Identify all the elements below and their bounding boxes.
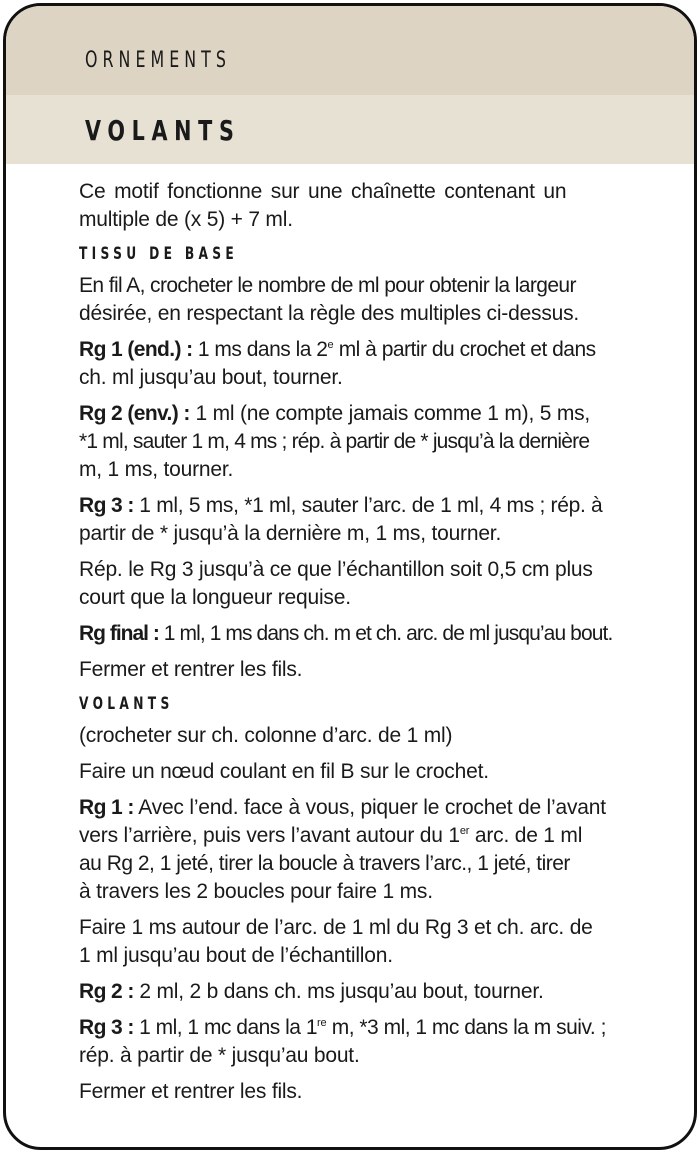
text-line: (crocheter sur ch. colonne d’arc. de 1 ml) <box>79 724 453 747</box>
text-line: au Rg 2, 1 jeté, tirer la boucle à travers l’arc., 1 jeté, tirer <box>79 852 570 875</box>
text-line: court que la longueur requise. <box>79 586 351 609</box>
text-fragment: ml à partir du crochet et dans <box>333 338 596 361</box>
text-line: Fermer et rentrer les fils. <box>79 1080 303 1103</box>
text-fragment: 1 ml, 1 ms dans ch. m et ch. arc. de ml jusqu’au bout. <box>158 622 613 645</box>
text-line: désirée, en respectant la règle des multiples ci-dessus. <box>79 302 580 325</box>
text-line: *1 ml, sauter 1 m, 4 ms ; rép. à partir de * jusqu’à la dernière <box>79 430 590 453</box>
text-line: rép. à partir de * jusqu’au bout. <box>79 1044 360 1067</box>
row-instruction-rg3 <box>79 1014 639 1070</box>
text-fragment: m, *3 ml, 1 mc dans la m suiv. ; <box>326 1016 606 1039</box>
superscript: re <box>317 1017 327 1029</box>
text-line: Fermer et rentrer les fils. <box>79 658 303 681</box>
instruction-paragraph <box>79 758 639 786</box>
text-line: partir de * jusqu’à la dernière m, 1 ms, tourner. <box>79 522 502 545</box>
text-line: Faire un nœud coulant en fil B sur le crochet. <box>79 760 489 783</box>
text-fragment: 2 ml, 2 b dans ch. ms jusqu’au bout, tourner. <box>133 980 544 1003</box>
instruction-paragraph <box>79 656 639 684</box>
title-band <box>6 95 694 164</box>
row-instruction-rg2 <box>79 400 639 484</box>
text-fragment: arc. de 1 ml <box>469 824 583 847</box>
row-label: Rg final : <box>79 622 159 645</box>
text-line: m, 1 ms, tourner. <box>79 458 234 481</box>
text-line: Rép. le Rg 3 jusqu’à ce que l’échantillon soit 0,5 cm plus <box>79 558 593 581</box>
text-line: Faire 1 ms autour de l’arc. de 1 ml du Rg 3 et ch. arc. de <box>79 916 593 939</box>
instruction-paragraph <box>79 556 639 612</box>
section-heading-volants: VOLANTS <box>79 694 174 714</box>
text-fragment: 1 ml (ne compte jamais comme 1 m), 5 ms, <box>189 402 591 425</box>
instruction-paragraph <box>79 1078 639 1106</box>
row-label: Rg 1 (end.) : <box>79 338 193 361</box>
text-line: 1 ml jusqu’au bout de l’échantillon. <box>79 944 393 967</box>
row-label: Rg 2 : <box>79 980 134 1003</box>
superscript: e <box>327 339 334 351</box>
row-instruction-rg1 <box>79 794 639 906</box>
text-fragment: 1 ml, 5 ms, *1 ml, sauter l’arc. de 1 ml, 4 ms ; rép. à <box>133 494 603 517</box>
text-fragment: vers l’arrière, puis vers l’avant autour du 1 <box>79 824 460 847</box>
text-line: En fil A, crocheter le nombre de ml pour obtenir la largeur <box>79 274 576 297</box>
superscript: er <box>459 825 470 837</box>
text-fragment: 1 ms dans la 2 <box>192 338 328 361</box>
pattern-content <box>79 178 639 1114</box>
section-heading-tissu-de-base: TISSU DE BASE <box>79 244 239 264</box>
instruction-paragraph <box>79 914 639 970</box>
row-label: Rg 3 : <box>79 494 134 517</box>
instruction-paragraph <box>79 272 639 328</box>
row-instruction-rg1 <box>79 336 639 392</box>
intro-paragraph <box>79 178 639 234</box>
row-label: Rg 2 (env.) : <box>79 402 190 425</box>
row-instruction-final <box>79 620 639 648</box>
text-fragment: 1 ml, 1 mc dans la 1 <box>133 1016 317 1039</box>
row-label: Rg 1 : <box>79 796 134 819</box>
category-label: ORNEMENTS <box>85 48 231 73</box>
text-line: multiple de (x 5) + 7 ml. <box>79 208 293 231</box>
text-fragment: Avec l’end. face à vous, piquer le crochet de l’avant <box>133 796 606 819</box>
category-band <box>6 6 694 95</box>
text-line: à travers les 2 boucles pour faire 1 ms. <box>79 880 433 903</box>
row-label: Rg 3 : <box>79 1016 134 1039</box>
instruction-paragraph <box>79 722 639 750</box>
row-instruction-rg2 <box>79 978 639 1006</box>
row-instruction-rg3 <box>79 492 639 548</box>
pattern-title: VOLANTS <box>85 114 241 147</box>
text-line: ch. ml jusqu’au bout, tourner. <box>79 366 343 389</box>
text-line: Ce motif fonctionne sur une chaînette contenant un <box>79 180 567 203</box>
